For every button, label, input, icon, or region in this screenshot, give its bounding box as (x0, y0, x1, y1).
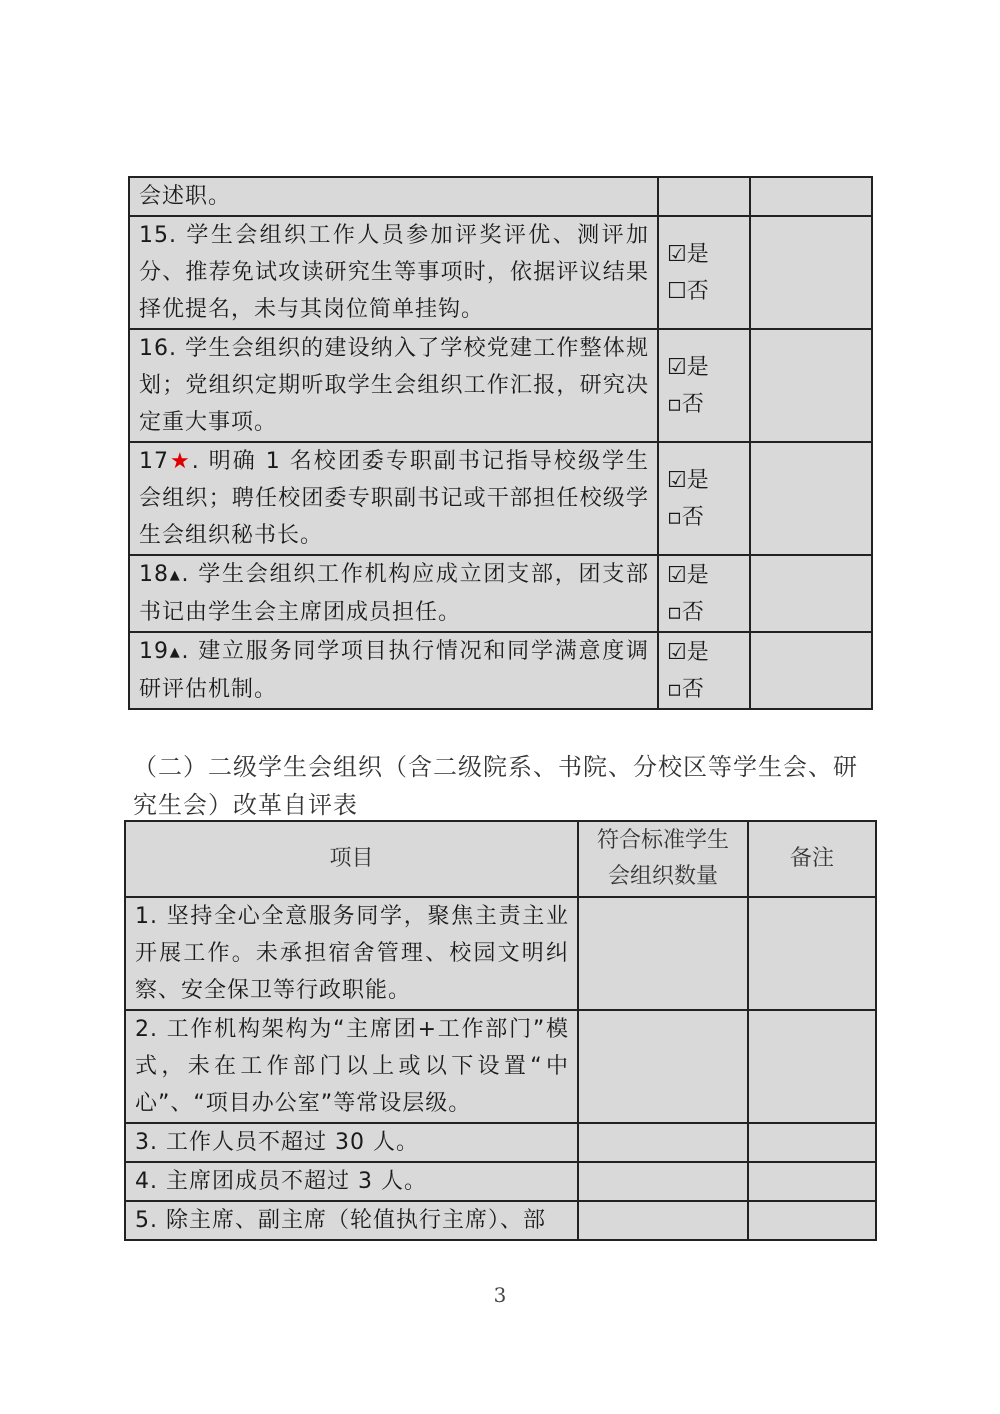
table-row (129, 329, 872, 442)
remark-cell (750, 177, 872, 216)
remark-cell[interactable] (748, 1123, 876, 1162)
item-text: . 学生会组织工作机构应成立团支部，团支部书记由学生会主席团成员担任。 (139, 562, 649, 625)
no-checkbox[interactable]: ☐否 (667, 278, 709, 304)
remark-cell[interactable] (748, 897, 876, 1010)
check-cell (658, 555, 750, 632)
item-number: 17 (139, 449, 169, 474)
triangle-icon: ▲ (169, 645, 182, 660)
header-count: 符合标准学生会组织数量 (578, 821, 748, 897)
count-cell[interactable] (578, 1162, 748, 1201)
item-cell: 会述职。 (129, 177, 658, 216)
check-cell (658, 177, 750, 216)
remark-cell[interactable] (748, 1010, 876, 1123)
table-row (129, 216, 872, 329)
yes-checkbox[interactable]: ☑是 (667, 354, 709, 380)
item-cell: 1. 坚持全心全意服务同学，聚焦主责主业开展工作。未承担宿舍管理、校园文明纠察、安全保卫等行政职能。 (125, 897, 578, 1010)
item-cell (129, 555, 658, 632)
table-row (125, 1123, 876, 1162)
item-cell: 3. 工作人员不超过 30 人。 (125, 1123, 578, 1162)
remark-cell[interactable] (748, 1201, 876, 1240)
page-number: 3 (493, 1283, 507, 1307)
header-remark: 备注 (748, 821, 876, 897)
check-cell (658, 216, 750, 329)
table-row (125, 1010, 876, 1123)
yes-checkbox[interactable]: ☑是 (667, 562, 709, 588)
no-checkbox[interactable]: ▫否 (667, 599, 704, 625)
check-cell (658, 329, 750, 442)
check-cell (658, 442, 750, 555)
table-row (125, 897, 876, 1010)
section-title: （二）二级学生会组织（含二级院系、书院、分校区等学生会、研究生会）改革自评表 (133, 753, 858, 819)
item-cell: 16. 学生会组织的建设纳入了学校党建工作整体规划；党组织定期听取学生会组织工作汇报，研究决定重大事项。 (129, 329, 658, 442)
item-number: 19 (139, 639, 169, 664)
no-checkbox[interactable]: ▫否 (667, 676, 704, 702)
remark-cell (750, 216, 872, 329)
table-header-row (125, 821, 876, 897)
triangle-icon: ▲ (169, 568, 182, 583)
table-row (125, 1201, 876, 1240)
self-evaluation-table-school-level (128, 176, 873, 710)
item-cell (129, 442, 658, 555)
table-row (129, 632, 872, 709)
remark-cell (750, 329, 872, 442)
count-cell[interactable] (578, 1010, 748, 1123)
no-checkbox[interactable]: ▫否 (667, 391, 704, 417)
remark-cell (750, 555, 872, 632)
item-cell (129, 632, 658, 709)
item-cell: 15. 学生会组织工作人员参加评奖评优、测评加分、推荐免试攻读研究生等事项时，依据评议结果择优提名，未与其岗位简单挂钩。 (129, 216, 658, 329)
remark-cell (750, 632, 872, 709)
item-number: 18 (139, 562, 169, 587)
yes-checkbox[interactable]: ☑是 (667, 467, 709, 493)
item-cell: 5. 除主席、副主席（轮值执行主席）、部 (125, 1201, 578, 1240)
item-text: . 建立服务同学项目执行情况和同学满意度调研评估机制。 (139, 639, 649, 702)
yes-checkbox[interactable]: ☑是 (667, 639, 709, 665)
item-cell: 2. 工作机构架构为“主席团+工作部门”模式，未在工作部门以上或以下设置“中心”、“项目办公室”等常设层级。 (125, 1010, 578, 1123)
count-cell[interactable] (578, 1123, 748, 1162)
item-cell: 4. 主席团成员不超过 3 人。 (125, 1162, 578, 1201)
count-cell[interactable] (578, 1201, 748, 1240)
yes-checkbox[interactable]: ☑是 (667, 241, 709, 267)
table-row (129, 177, 872, 216)
table-row (129, 442, 872, 555)
star-icon: ★ (169, 449, 192, 474)
table-row (129, 555, 872, 632)
no-checkbox[interactable]: ▫否 (667, 504, 704, 530)
header-item: 项目 (125, 821, 578, 897)
check-cell (658, 632, 750, 709)
item-text: . 明确 1 名校团委专职副书记指导校级学生会组织；聘任校团委专职副书记或干部担任校级学生会组织秘书长。 (139, 449, 649, 548)
remark-cell (750, 442, 872, 555)
self-evaluation-table-secondary-level (124, 820, 877, 1241)
table-row (125, 1162, 876, 1201)
count-cell[interactable] (578, 897, 748, 1010)
remark-cell[interactable] (748, 1162, 876, 1201)
